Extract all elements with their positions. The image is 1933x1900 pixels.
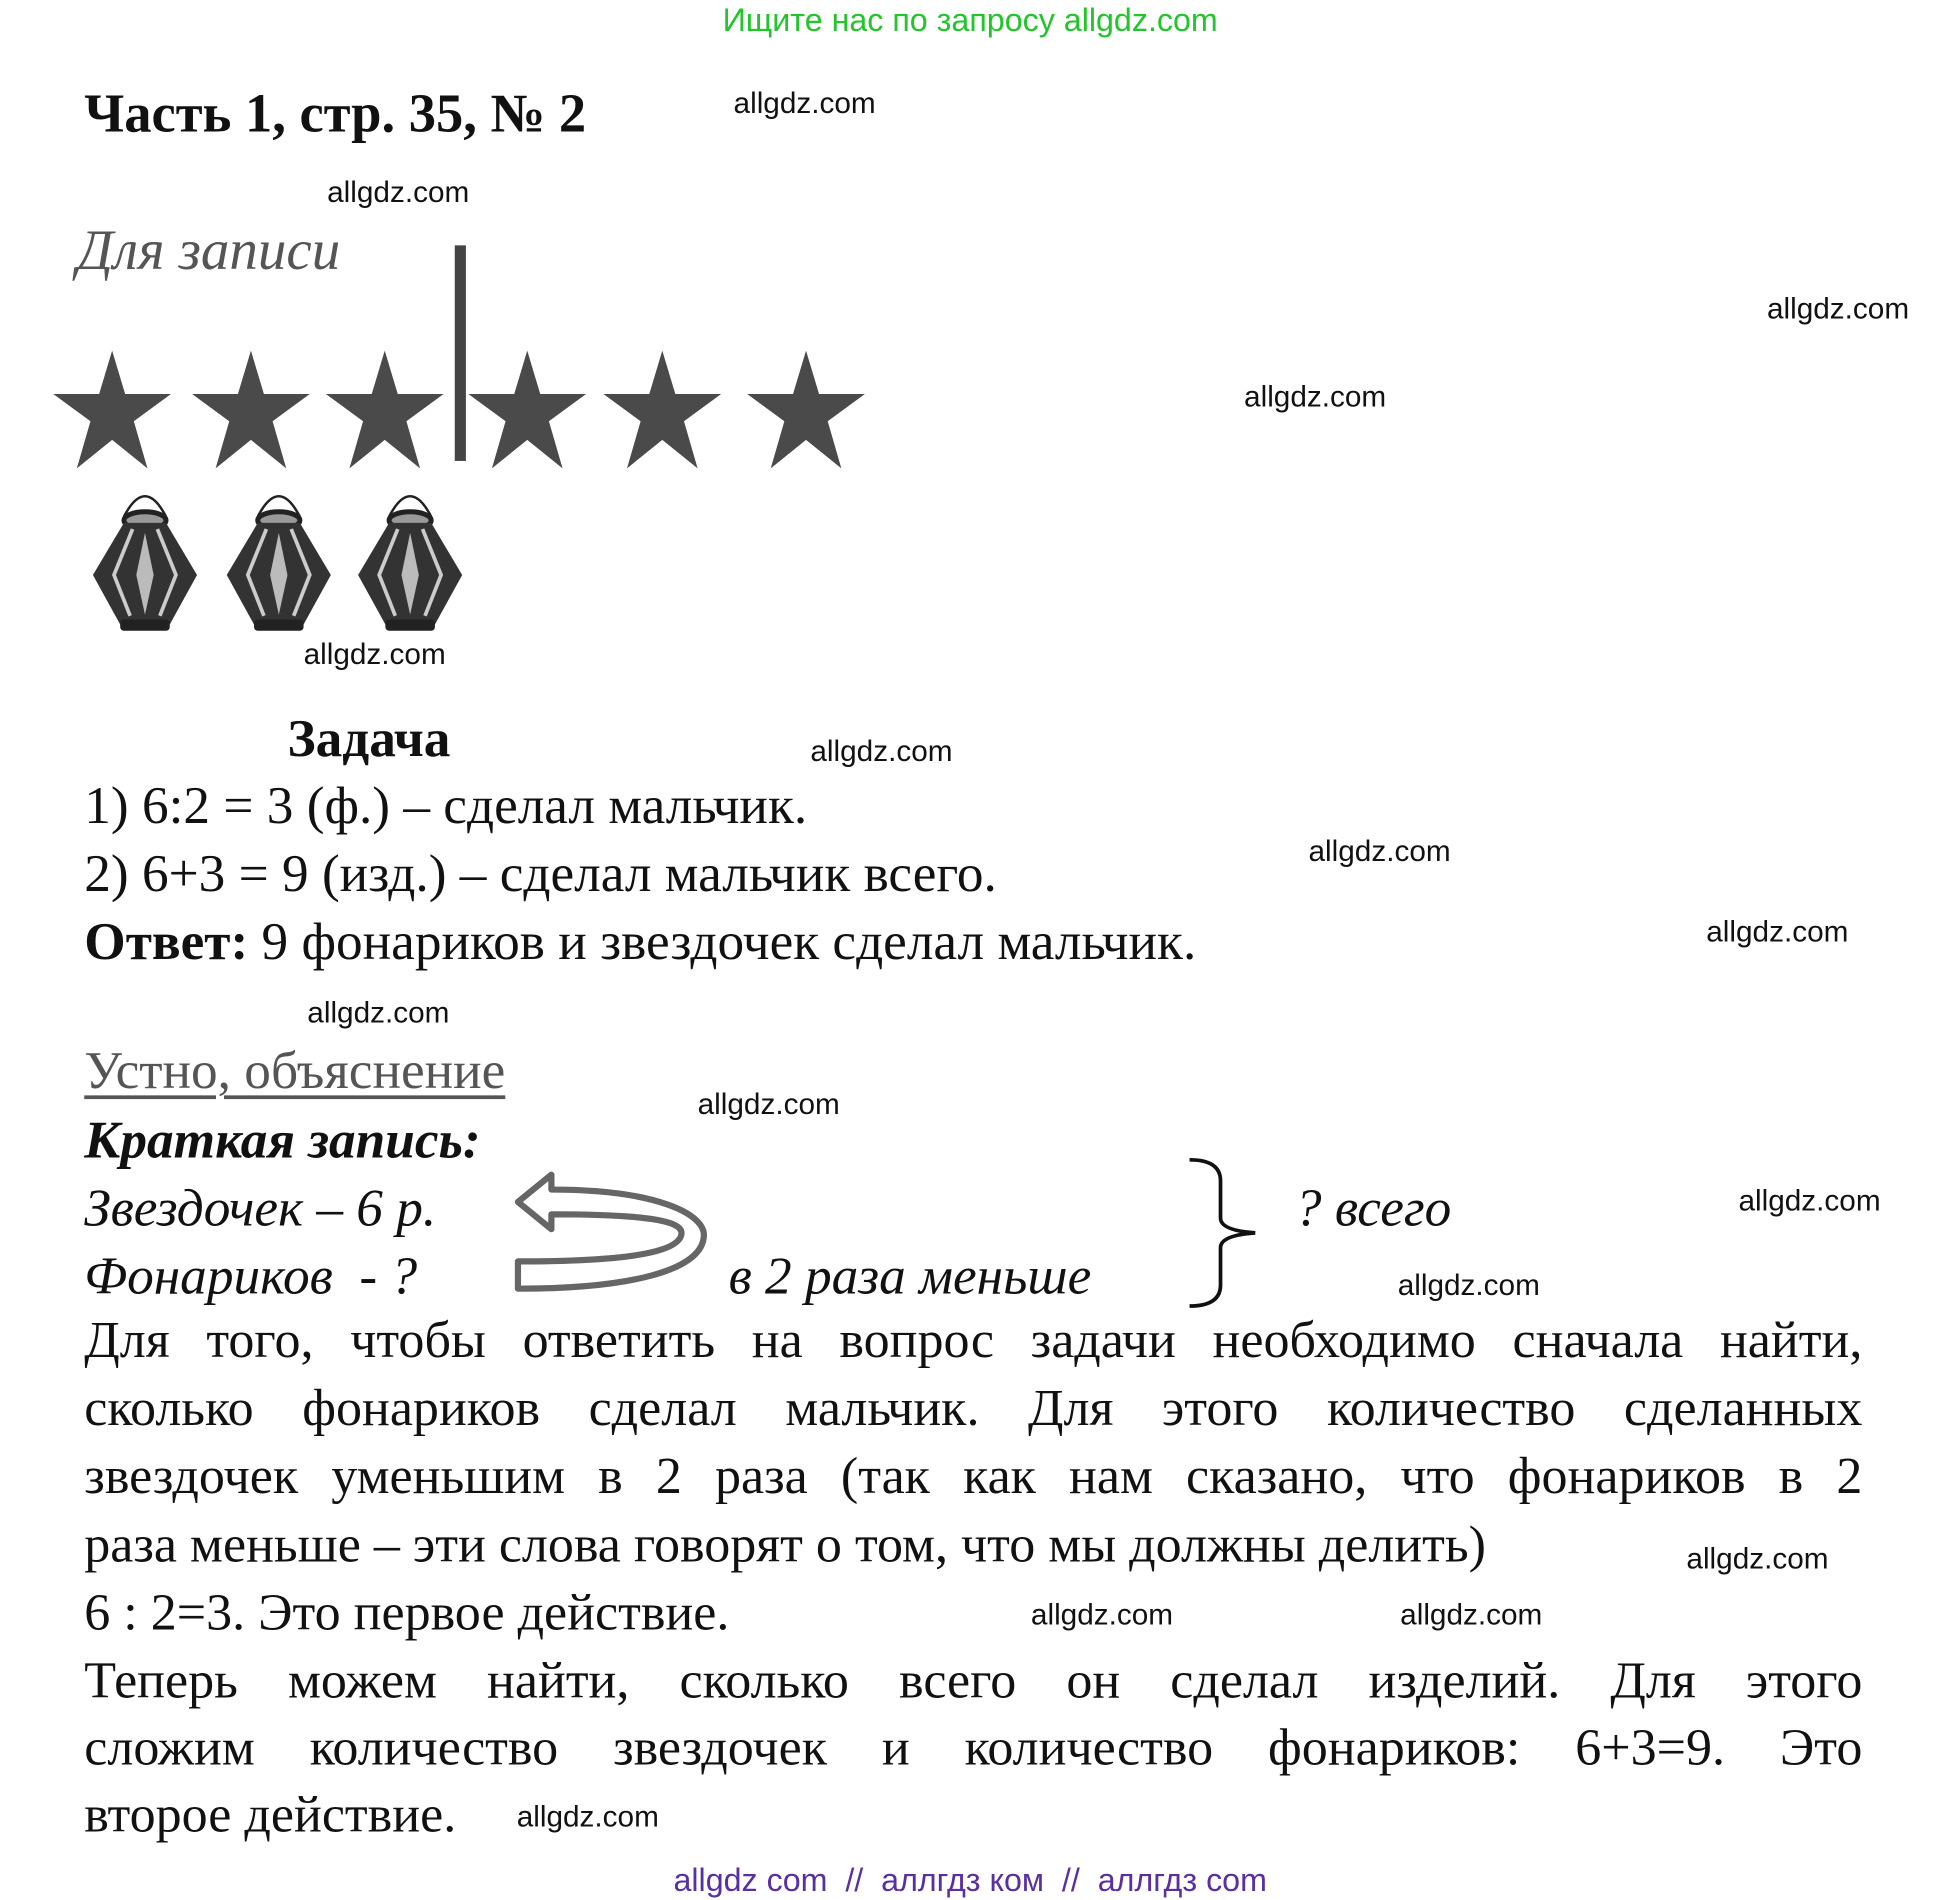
header-banner[interactable]: Ищите нас по запросу allgdz.com [722, 1, 1218, 39]
watermark: allgdz.com [1706, 915, 1849, 950]
task-heading: Задача [287, 710, 451, 769]
short-note-row-stars: Звездочек – 6 р. [84, 1179, 437, 1238]
lantern-icon [354, 486, 466, 635]
watermark: allgdz.com [303, 638, 446, 672]
paragraph-line: звездочек уменьшим в 2 раза (так как нам сказано, что фонариков в 2 [84, 1448, 1863, 1506]
diagram-label: Для записи [76, 218, 341, 282]
star-icon [326, 351, 444, 469]
short-note-label: Краткая запись: [84, 1111, 481, 1170]
answer-label: Ответ: [84, 913, 249, 972]
lantern-icon [89, 486, 201, 635]
curly-brace-icon [1183, 1156, 1264, 1311]
paragraph-line: Для того, чтобы ответить на вопрос задачи необходимо сначала найти, [84, 1312, 1863, 1370]
watermark: allgdz.com [1686, 1542, 1829, 1577]
paragraph-line: сложим количество звездочек и количество фонариков: 6+3=9. Это [84, 1719, 1863, 1777]
paragraph-line: Теперь можем найти, сколько всего он сделал изделий. Для этого [84, 1652, 1863, 1710]
star-icon [747, 351, 865, 469]
watermark: allgdz.com [327, 175, 470, 210]
watermark: allgdz.com [733, 86, 876, 121]
footer-banner[interactable]: allgdz com // аллгдз ком // аллгдз com [673, 1861, 1267, 1899]
watermark: allgdz.com [697, 1087, 840, 1122]
star-icon [53, 351, 171, 469]
star-icon [192, 351, 310, 469]
watermark: allgdz.com [1244, 380, 1387, 414]
watermark: allgdz.com [1030, 1598, 1174, 1632]
watermark: allgdz.com [516, 1800, 659, 1834]
watermark: allgdz.com [1400, 1598, 1543, 1632]
total-question: ? всего [1294, 1179, 1452, 1238]
paragraph-line: раза меньше – эти слова говорят о том, что мы должны делить) [84, 1516, 1486, 1574]
watermark: allgdz.com [307, 996, 450, 1030]
curved-arrow-icon [508, 1165, 719, 1301]
watermark: allgdz.com [1397, 1268, 1540, 1303]
divider-bar [455, 245, 466, 461]
answer-text: 9 фонариков и звездочек сделал мальчик. [248, 913, 1197, 972]
watermark: allgdz.com [1738, 1184, 1881, 1219]
task-step-1: 1) 6:2 = 3 (ф.) – сделал мальчик. [84, 776, 808, 836]
watermark: allgdz.com [810, 734, 953, 769]
watermark: allgdz.com [1308, 835, 1451, 869]
watermark: allgdz.com [1766, 292, 1910, 326]
page-title: Часть 1, стр. 35, № 2 [84, 83, 587, 144]
paragraph-line: второе действие. [84, 1786, 457, 1844]
relation-text: в 2 раза меньше [728, 1247, 1092, 1307]
star-icon [603, 351, 721, 469]
explanation-heading: Устно, объяснение [84, 1042, 506, 1101]
paragraph-line: 6 : 2=3. Это первое действие. [84, 1584, 730, 1642]
task-step-2: 2) 6+3 = 9 (изд.) – сделал мальчик всего. [84, 845, 997, 904]
paragraph-line: сколько фонариков сделал мальчик. Для этого количество сделанных [84, 1380, 1863, 1438]
star-icon [468, 351, 586, 469]
lantern-icon [223, 486, 335, 635]
short-note-row-lanterns: Фонариков - ? [84, 1247, 418, 1307]
task-answer [84, 912, 1196, 973]
